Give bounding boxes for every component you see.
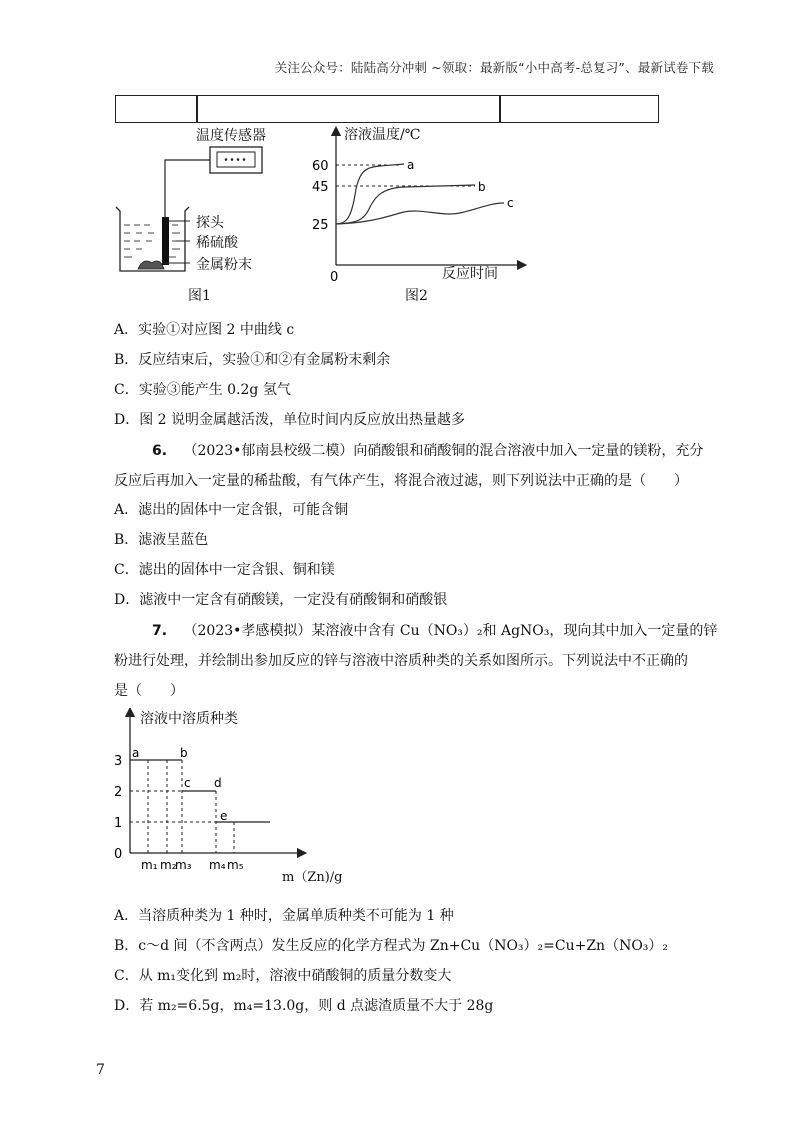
q7-y-tick: 0 — [114, 847, 123, 862]
sensor-label: 温度传感器 — [196, 128, 266, 144]
curve-b — [336, 185, 475, 224]
q7-stem-line2: 粉进行处理，并绘制出参加反应的锌与溶液中溶质种类的关系如图所示。下列说法中不正确的 — [114, 653, 688, 669]
q7-stem-line3: 是（ ） — [114, 683, 184, 699]
tick-60: 60 — [312, 159, 329, 174]
figure-2-caption: 图2 — [405, 288, 428, 304]
q6-option-b: B．滤液呈蓝色 — [114, 532, 209, 548]
curve-label-b: b — [478, 180, 486, 194]
probe-label: 探头 — [196, 215, 224, 231]
q7-point-label: c — [184, 776, 191, 790]
figure-1-caption: 图1 — [188, 288, 211, 304]
probe — [162, 217, 169, 265]
q6-option-c: C．滤出的固体中一定含银、铜和镁 — [114, 562, 335, 578]
curve-label-a: a — [407, 158, 415, 172]
sensor-display — [217, 152, 255, 167]
figure-2-ylabel: 溶液温度/℃ — [344, 127, 421, 143]
acid-label: 稀硫酸 — [196, 235, 238, 251]
q7-x-tick: m₄ — [209, 858, 226, 872]
q6-option-d: D．滤液中一定含有硝酸镁，一定没有硝酸铜和硝酸银 — [114, 592, 448, 608]
powder-label: 金属粉末 — [196, 257, 252, 273]
q6-stem-line1: 6. （2023•郁南县校级二模）向硝酸银和硝酸铜的混合溶液中加入一定量的镁粉，充分 — [152, 443, 704, 459]
beaker — [116, 207, 189, 271]
q7-point-label: d — [214, 776, 222, 790]
curve-c — [336, 203, 504, 224]
figure-2-xlabel: 反应时间 — [442, 266, 498, 282]
q5-option-c: C．实验③能产生 0.2g 氢气 — [114, 382, 291, 398]
q6-option-a: A．滤出的固体中一定含银，可能含铜 — [114, 502, 349, 518]
q7-option-d: D．若 m₂=6.5g，m₄=13.0g，则 d 点滤渣质量不大于 28g — [114, 998, 494, 1014]
answer-table — [115, 95, 659, 123]
tick-45: 45 — [312, 180, 329, 195]
q7-option-c: C．从 m₁变化到 m₂时，溶液中硝酸铜的质量分数变大 — [114, 968, 452, 984]
q7-point-label: a — [132, 746, 140, 760]
q5-option-d: D．图 2 说明金属越活泼，单位时间内反应放出热量越多 — [114, 412, 466, 428]
table-divider — [196, 96, 198, 122]
q7-option-b: B．c～d 间（不含两点）发生反应的化学方程式为 Zn+Cu（NO₃）₂=Cu+Zn（NO₃）₂ — [114, 938, 669, 954]
curve-label-c: c — [507, 196, 514, 210]
page-header: 关注公众号：陆陆高分冲刺 ~领取：最新版“小中高考-总复习”、最新试卷下载 — [274, 60, 714, 75]
q7-x-tick: m₂ — [160, 858, 177, 872]
q7-y-tick: 1 — [114, 816, 123, 831]
q7-x-tick: m₃ — [175, 858, 192, 872]
q7-point-label: b — [180, 746, 188, 760]
figure-2-chart — [300, 125, 530, 285]
q7-stem-line1: 7. （2023•孝感模拟）某溶液中含有 Cu（NO₃）₂和 AgNO₃，现向其中加入一定量的锌 — [152, 623, 718, 639]
q5-option-a: A．实验①对应图 2 中曲线 c — [114, 322, 295, 338]
tick-25: 25 — [312, 218, 329, 233]
q7-point-label: e — [220, 809, 228, 823]
q7-y-tick: 3 — [114, 754, 123, 769]
q7-step-chart — [110, 708, 360, 886]
q7-chart-ylabel: 溶液中溶质种类 — [140, 711, 238, 727]
q7-y-tick: 2 — [114, 785, 123, 800]
q6-number: 6. — [152, 443, 168, 459]
q7-chart-xlabel: m（Zn)/g — [282, 870, 343, 885]
metal-powder — [138, 261, 164, 269]
table-divider — [499, 96, 501, 122]
q7-option-a: A．当溶质种类为 1 种时，金属单质种类不可能为 1 种 — [114, 908, 454, 924]
origin-label: 0 — [330, 270, 339, 285]
q7-x-tick: m₁ — [141, 858, 158, 872]
q7-number: 7. — [152, 623, 168, 639]
q6-stem-line2: 反应后再加入一定量的稀盐酸，有气体产生，将混合液过滤，则下列说法中正确的是（ ） — [114, 473, 688, 489]
q5-option-b: B．反应结束后，实验①和②有金属粉末剩余 — [114, 352, 391, 368]
acid-liquid — [124, 225, 180, 257]
q7-x-tick: m₅ — [227, 858, 244, 872]
page-number: 7 — [96, 1062, 105, 1078]
